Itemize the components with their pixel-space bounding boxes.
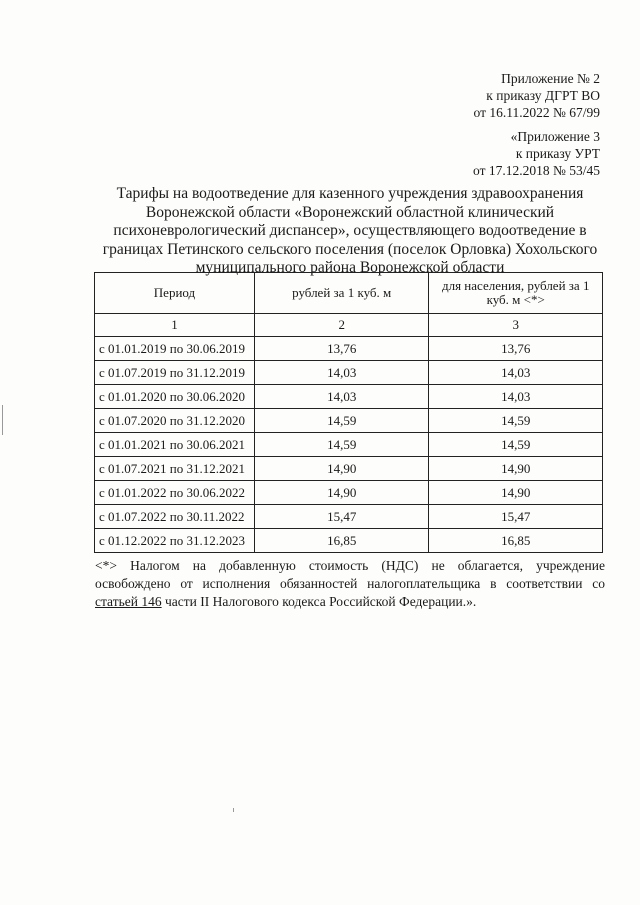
rate-cell: 16,85	[254, 529, 428, 553]
rate-population-cell: 14,59	[429, 433, 603, 457]
rate-population-cell: 15,47	[429, 505, 603, 529]
period-cell: с 01.01.2020 по 30.06.2020	[95, 385, 255, 409]
table-row	[95, 529, 603, 553]
index-cell: 1	[95, 314, 255, 337]
title-line2: Воронежской области «Воронежский областной клинический	[145, 203, 555, 221]
rate-cell: 14,03	[254, 361, 428, 385]
rate-population-cell: 14,03	[429, 385, 603, 409]
appendix-current-line1: Приложение № 2	[501, 71, 600, 86]
table-row	[95, 337, 603, 361]
document-title	[95, 185, 605, 278]
rate-cell: 14,90	[254, 457, 428, 481]
table-row	[95, 457, 603, 481]
table-index-row	[95, 314, 603, 337]
period-cell: с 01.07.2021 по 31.12.2021	[95, 457, 255, 481]
period-cell: с 01.07.2020 по 31.12.2020	[95, 409, 255, 433]
rate-population-cell: 14,03	[429, 361, 603, 385]
footnote	[95, 557, 605, 611]
index-cell: 2	[254, 314, 428, 337]
title-line3: психоневрологический диспансер», осуществляющего водоотведение в	[113, 222, 587, 239]
rate-population-cell: 16,85	[429, 529, 603, 553]
rate-population-cell: 13,76	[429, 337, 603, 361]
appendix-previous-line3: от 17.12.2018 № 53/45	[473, 163, 600, 178]
rate-population-cell: 14,59	[429, 409, 603, 433]
rate-cell: 13,76	[254, 337, 428, 361]
table-row	[95, 433, 603, 457]
title-line5: муниципального района Воронежской области	[195, 259, 505, 276]
period-cell: с 01.01.2019 по 30.06.2019	[95, 337, 255, 361]
header-period: Период	[95, 273, 255, 314]
rate-cell: 15,47	[254, 505, 428, 529]
period-cell: с 01.01.2022 по 30.06.2022	[95, 481, 255, 505]
rate-cell: 14,59	[254, 433, 428, 457]
scan-mark	[2, 405, 3, 435]
title-line1: Тарифы на водоотведение для казенного учреждения здравоохранения	[116, 185, 584, 202]
table-row	[95, 361, 603, 385]
table-header-row	[95, 273, 603, 314]
table-row	[95, 481, 603, 505]
table-row	[95, 385, 603, 409]
tariffs-table	[94, 272, 603, 553]
index-cell: 3	[429, 314, 603, 337]
period-cell: с 01.07.2022 по 30.11.2022	[95, 505, 255, 529]
appendix-current-reference	[474, 70, 600, 121]
footnote-text-end: части II Налогового кодекса Российской Федерации.».	[161, 594, 477, 609]
table-row	[95, 409, 603, 433]
tax-code-article-link[interactable]: статьей 146	[95, 594, 162, 609]
rate-cell: 14,03	[254, 385, 428, 409]
appendix-previous-line2: к приказу УРТ	[515, 146, 600, 161]
period-cell: с 01.01.2021 по 30.06.2021	[95, 433, 255, 457]
period-cell: с 01.12.2022 по 31.12.2023	[95, 529, 255, 553]
footnote-text-start: <*> Налогом на добавленную стоимость (НДС) не облагается, учреждение освобождено от исполнения обязанностей налогоплательщика в соответствии со	[95, 558, 605, 591]
appendix-previous-reference	[473, 128, 600, 179]
title-line4: границах Петинского сельского поселения (поселок Орловка) Хохольского	[102, 240, 598, 258]
rate-population-cell: 14,90	[429, 457, 603, 481]
appendix-current-line3: от 16.11.2022 № 67/99	[473, 105, 600, 120]
period-cell: с 01.07.2019 по 31.12.2019	[95, 361, 255, 385]
table-row	[95, 505, 603, 529]
header-rate: рублей за 1 куб. м	[254, 273, 428, 314]
rate-cell: 14,90	[254, 481, 428, 505]
rate-population-cell: 14,90	[429, 481, 603, 505]
appendix-current-line2: к приказу ДГРТ ВО	[486, 88, 600, 103]
header-rate-population: для населения, рублей за 1 куб. м <*>	[429, 273, 603, 314]
appendix-previous-line1: «Приложение 3	[510, 129, 600, 144]
rate-cell: 14,59	[254, 409, 428, 433]
scan-mark	[233, 808, 234, 812]
